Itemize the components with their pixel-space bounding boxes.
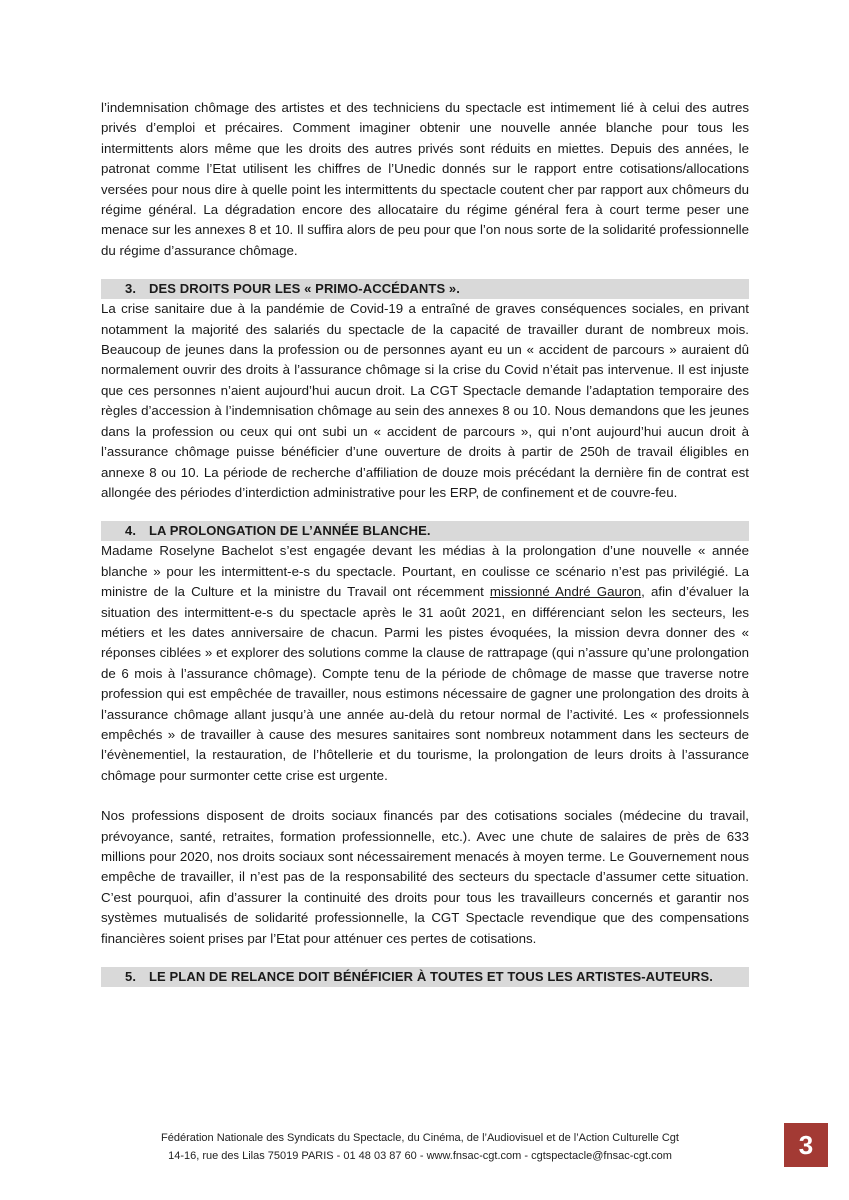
intro-paragraph: l’indemnisation chômage des artistes et des techniciens du spectacle est intimement lié à celui des autres privés d’emploi et précaires. Comment imaginer obtenir une nouvelle année blanche pour tous les intermittents alors même que les droits des autres privés sont réduits en miettes. Depuis des années, le patronat comme l’Etat utilisent les chiffres de l’Unedic donnés sur le rapport entre cotisations/allocations versées pour nous dire à quelle point les intermittents du spectacle coutent cher par rapport aux chômeurs du régime général. La dégradation encore des allocataire du régime général fera à court terme peser une menace sur les annexes 8 et 10. Il suffira alors de peu pour que l’on nous sorte de la solidarité professionnelle du régime d’assurance chômage. <box>101 100 750 258</box>
section-4-paragraph-1 <box>101 541 749 786</box>
section-4-heading <box>101 521 749 541</box>
section-4-title: LA PROLONGATION DE L’ANNÉE BLANCHE. <box>149 523 431 539</box>
section-4-text-a: Madame Roselyne Bachelot s’est engagée devant les médias à la prolongation d’une nouvelle « année blanche » pour les intermittent-e-s du spectacle. Pourtant, en coulisse ce scénario n’est pas privilégié. La ministre de la Culture et la ministre du Travail ont récemment <box>101 543 749 600</box>
gauron-mission-link[interactable]: missionné André Gauron <box>489 584 642 600</box>
section-4-number: 4. <box>125 523 137 539</box>
document-body <box>101 98 749 987</box>
section-4-text-b: , afin d’évaluer la situation des intermittent-e-s du spectacle après le 31 août 2021, en différenciant selon les secteurs, les métiers et les dates anniversaire de chacun. Parmi les pistes évoquées, la mission devra donner des « réponses ciblées » et explorer des solutions comme la clause de rattrapage (qui n’assure qu’une prolongation de 6 mois à l’assurance chômage). Compte tenu de la période de chômage de masse que traverse notre profession qui est empêchée de travailler, nous estimons nécessaire de gagner une prolongation des droits à l’assurance chômage allant jusqu’à une année au-delà du retour normal de l’activité. Les « professionnels empêchés » de travailler à cause des mesures sanitaires sont nombreux notamment dans les secteurs de l’évènementiel, la restauration, de l’hôtellerie et du tourisme, la prolongation de leurs droits à l’assurance chômage pour surmonter cette crise est urgente. <box>101 584 749 783</box>
section-5-title: LE PLAN DE RELANCE DOIT BÉNÉFICIER À TOUTES ET TOUS LES ARTISTES-AUTEURS. <box>149 969 713 985</box>
page-footer <box>120 1129 720 1165</box>
footer-organization: Fédération Nationale des Syndicats du Spectacle, du Cinéma, de l’Audiovisuel et de l’Action Culturelle Cgt <box>161 1132 679 1144</box>
section-3-title: DES DROITS POUR LES « PRIMO-ACCÉDANTS ». <box>149 281 460 297</box>
section-5-number: 5. <box>125 969 137 985</box>
section-3-heading <box>101 279 749 299</box>
section-3-number: 3. <box>125 281 137 297</box>
page-number-badge: 3 <box>784 1123 828 1167</box>
section-4-paragraph-2: Nos professions disposent de droits sociaux financés par des cotisations sociales (médecine du travail, prévoyance, santé, retraites, formation professionnelle, etc.). Avec une chute de salaires de près de 633 millions pour 2020, nos droits sociaux sont nécessairement menacés à moyen terme. Le Gouvernement nous empêche de travailler, il n’est pas de la responsabilité des secteurs du spectacle d’assumer cette situation. C’est pourquoi, afin d’assurer la continuité des droits pour tous les travailleurs concernés et garantir nos systèmes mutualisés de solidarité professionnelle, la CGT Spectacle revendique que des compensations financières soient prises par l’Etat pour atténuer ces pertes de cotisations. <box>101 808 749 946</box>
section-3-paragraph: La crise sanitaire due à la pandémie de Covid-19 a entraîné de graves conséquences sociales, en privant notamment la majorité des salariés du spectacle de la capacité de travailler durant de nombreux mois. Beaucoup de jeunes dans la profession ou de personnes ayant eu un « accident de parcours » auraient dû normalement ouvrir des droits à l’assurance chômage si la crise du Covid n’était pas intervenue. Il est injuste que ces personnes n’aient aujourd’hui aucun droit. La CGT Spectacle demande l’adaptation temporaire des règles d’accession à l’indemnisation chômage au sein des annexes 8 ou 10. Nous demandons que les jeunes dans la profession ou ceux qui ont subi un « accident de parcours », qui n’ont aujourd’hui aucun droit à l’assurance chômage puisse bénéficier d’une ouverture de droits à partir de 250h de travail éligibles en annexe 8 ou 10. La période de recherche d’affiliation de douze mois précédant la dernière fin de contrat est allongée des périodes d’interdiction administrative pour les ERP, de confinement et de couvre-feu. <box>101 301 749 500</box>
footer-contact: 14-16, rue des Lilas 75019 PARIS - 01 48 03 87 60 - www.fnsac-cgt.com - cgtspectacle@fnsac-cgt.com <box>168 1150 672 1162</box>
section-5-heading <box>101 967 749 987</box>
